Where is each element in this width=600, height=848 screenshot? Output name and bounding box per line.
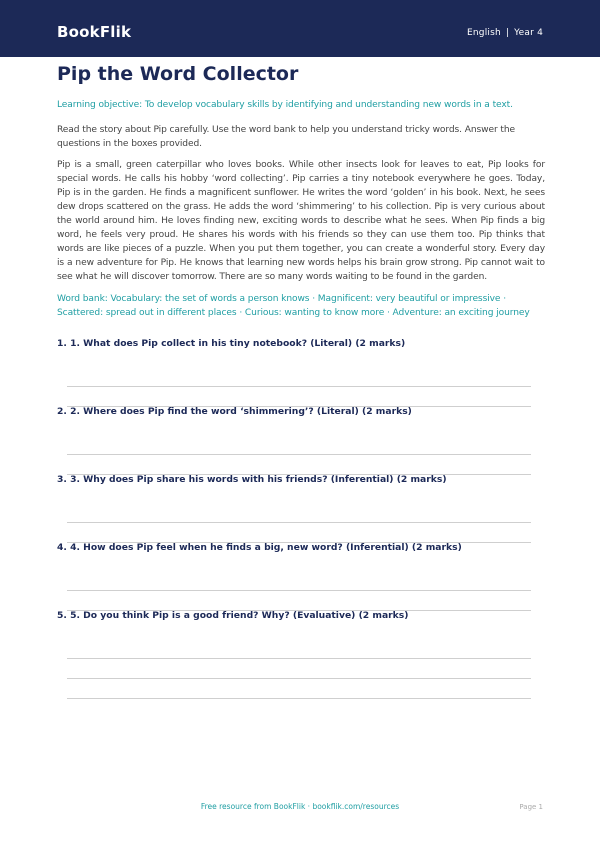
question-2: 2. 2. Where does Pip find the word ‘shimmering’? (Literal) (2 marks): [57, 406, 412, 417]
brand-logo-text: BookFlik: [57, 23, 132, 41]
year-label: Year 4: [514, 28, 543, 38]
subject-year-label: [467, 28, 543, 38]
answer-line[interactable]: [67, 590, 531, 591]
learning-objective: Learning objective: To develop vocabulary skills by identifying and understanding new words in a text.: [57, 100, 513, 110]
answer-line[interactable]: [67, 454, 531, 455]
page-header: [0, 0, 600, 57]
subject-separator: |: [505, 28, 510, 38]
answer-line[interactable]: [67, 678, 531, 679]
answer-line[interactable]: [67, 658, 531, 659]
answer-line[interactable]: [67, 522, 531, 523]
word-bank: Word bank: Vocabulary: the set of words a person knows · Magnificent: very beautiful or impressive · Scattered: spread out in different places · Curious: wanting to know more · Adventure: an exciting journey: [57, 294, 530, 318]
subject-label: English: [467, 28, 501, 38]
question-5: 5. 5. Do you think Pip is a good friend? Why? (Evaluative) (2 marks): [57, 610, 409, 621]
story-text: Pip is a small, green caterpillar who loves books. While other insects look for leaves to eat, Pip looks for special words. He calls his hobby ‘word collecting’. Pip carries a tiny notebook everywhere he goes. Today, Pip is in the garden. He finds a magnificent sunflower. He writes the word ‘golden’ in his book. Next, he sees dew drops scattered on the grass. He adds the word ‘shimmering’ to his collection. Pip is very curious about the world around him. He loves finding new, exciting words to describe what he sees. When Pip finds a big word, he feels very proud. He shares his words with his friends so they can use them too. Pip thinks that words are like pieces of a puzzle. When you put them together, you can create a wonderful story. Every day is a new adventure for Pip. He knows that learning new words helps his brain grow strong. Pip cannot wait to see what he will discover tomorrow. There are so many words waiting to be found in the garden.: [57, 160, 545, 282]
question-4: 4. 4. How does Pip feel when he finds a big, new word? (Inferential) (2 marks): [57, 542, 462, 553]
instructions-text: Read the story about Pip carefully. Use the word bank to help you understand tricky words. Answer the questions in the boxes provided.: [57, 125, 516, 149]
answer-line[interactable]: [67, 386, 531, 387]
page-number: Page 1: [519, 803, 543, 811]
footer-source: Free resource from BookFlik · bookflik.com/resources: [200, 802, 400, 811]
answer-line[interactable]: [67, 698, 531, 699]
question-3: 3. 3. Why does Pip share his words with his friends? (Inferential) (2 marks): [57, 474, 447, 485]
page-title: Pip the Word Collector: [57, 63, 299, 85]
question-1: 1. 1. What does Pip collect in his tiny notebook? (Literal) (2 marks): [57, 338, 406, 349]
